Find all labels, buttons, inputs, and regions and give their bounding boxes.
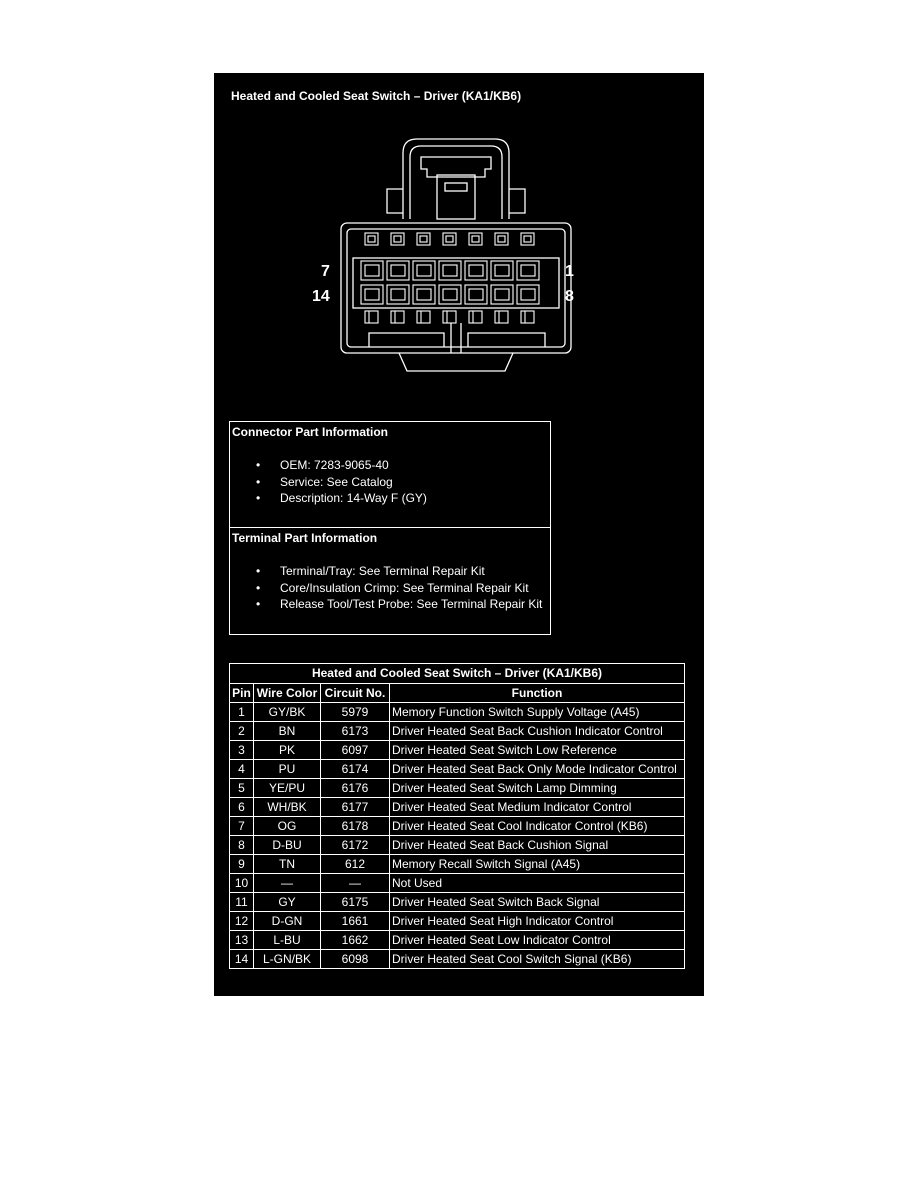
table-row bbox=[230, 874, 685, 893]
circuit-cell: 1662 bbox=[321, 931, 390, 950]
pinout-table bbox=[229, 663, 685, 969]
locking-tab bbox=[391, 233, 404, 245]
pin-cell: 12 bbox=[230, 912, 254, 931]
locking-tab bbox=[443, 233, 456, 245]
connector-cavity bbox=[491, 285, 513, 304]
connector-cavity bbox=[361, 285, 383, 304]
pin-label-7: 7 bbox=[321, 263, 330, 280]
function-cell: Memory Recall Switch Signal (A45) bbox=[390, 855, 685, 874]
pin-label-14: 14 bbox=[312, 288, 330, 305]
locking-tab bbox=[521, 311, 534, 323]
locking-tab bbox=[365, 311, 378, 323]
pin-cell: 8 bbox=[230, 836, 254, 855]
wire-color-cell: PU bbox=[254, 760, 321, 779]
table-row bbox=[230, 760, 685, 779]
locking-tab bbox=[365, 233, 378, 245]
circuit-cell: 6176 bbox=[321, 779, 390, 798]
pin-label-8: 8 bbox=[565, 288, 574, 305]
connector-cavity bbox=[517, 285, 539, 304]
function-cell: Not Used bbox=[390, 874, 685, 893]
table-caption: Heated and Cooled Seat Switch – Driver (KA1/KB6) bbox=[229, 663, 685, 683]
connector-cavities bbox=[361, 261, 539, 304]
function-cell: Driver Heated Seat Back Cushion Signal bbox=[390, 836, 685, 855]
circuit-cell: 6177 bbox=[321, 798, 390, 817]
table-row bbox=[230, 912, 685, 931]
header-wire-color: Wire Color bbox=[254, 684, 321, 703]
locking-tab bbox=[495, 311, 508, 323]
circuit-cell: 612 bbox=[321, 855, 390, 874]
connector-locking-tabs-bottom bbox=[365, 311, 534, 323]
terminal-info-title: Terminal Part Information bbox=[232, 531, 378, 545]
locking-tab bbox=[417, 233, 430, 245]
locking-tab bbox=[495, 233, 508, 245]
circuit-cell: 6174 bbox=[321, 760, 390, 779]
locking-tab bbox=[391, 311, 404, 323]
wire-color-cell: GY bbox=[254, 893, 321, 912]
terminal-info-list bbox=[256, 563, 542, 613]
page-title: Heated and Cooled Seat Switch – Driver (KA1/KB6) bbox=[231, 89, 522, 103]
function-cell: Driver Heated Seat Back Cushion Indicator Control bbox=[390, 722, 685, 741]
circuit-cell: 6172 bbox=[321, 836, 390, 855]
wire-color-cell: — bbox=[254, 874, 321, 893]
circuit-cell: — bbox=[321, 874, 390, 893]
connector-latch-outline bbox=[403, 139, 509, 219]
wire-color-cell: D-GN bbox=[254, 912, 321, 931]
circuit-cell: 6097 bbox=[321, 741, 390, 760]
wire-color-cell: TN bbox=[254, 855, 321, 874]
table-row bbox=[230, 703, 685, 722]
locking-tab bbox=[417, 311, 430, 323]
table-row bbox=[230, 950, 685, 969]
function-cell: Driver Heated Seat High Indicator Control bbox=[390, 912, 685, 931]
table-row bbox=[230, 931, 685, 950]
table-row bbox=[230, 893, 685, 912]
connector-cavity bbox=[413, 261, 435, 280]
pin-cell: 3 bbox=[230, 741, 254, 760]
pin-cell: 5 bbox=[230, 779, 254, 798]
locking-tab bbox=[443, 311, 456, 323]
pin-cell: 6 bbox=[230, 798, 254, 817]
pin-cell: 4 bbox=[230, 760, 254, 779]
pin-label-1: 1 bbox=[565, 263, 574, 280]
connector-cavity bbox=[413, 285, 435, 304]
connector-info-title: Connector Part Information bbox=[232, 425, 389, 439]
function-cell: Driver Heated Seat Cool Switch Signal (KB6) bbox=[390, 950, 685, 969]
connector-cavity bbox=[491, 261, 513, 280]
circuit-cell: 5979 bbox=[321, 703, 390, 722]
list-item: • OEM: 7283-9065-40 bbox=[256, 457, 427, 474]
wire-color-cell: D-BU bbox=[254, 836, 321, 855]
circuit-cell: 6178 bbox=[321, 817, 390, 836]
pin-cell: 13 bbox=[230, 931, 254, 950]
table-header-row bbox=[230, 684, 685, 703]
wire-color-cell: OG bbox=[254, 817, 321, 836]
pin-cell: 14 bbox=[230, 950, 254, 969]
table-row bbox=[230, 798, 685, 817]
wire-color-cell: WH/BK bbox=[254, 798, 321, 817]
pin-cell: 10 bbox=[230, 874, 254, 893]
function-cell: Driver Heated Seat Switch Lamp Dimming bbox=[390, 779, 685, 798]
connector-cavity bbox=[387, 285, 409, 304]
table-row bbox=[230, 722, 685, 741]
terminal-part-information bbox=[229, 528, 551, 635]
connector-face-diagram bbox=[309, 133, 609, 378]
locking-tab bbox=[521, 233, 534, 245]
list-item: • Service: See Catalog bbox=[256, 474, 427, 491]
connector-cavity bbox=[439, 285, 461, 304]
header-function: Function bbox=[390, 684, 685, 703]
list-item: • Description: 14-Way F (GY) bbox=[256, 490, 427, 507]
wire-color-cell: PK bbox=[254, 741, 321, 760]
wire-color-cell: BN bbox=[254, 722, 321, 741]
circuit-cell: 6173 bbox=[321, 722, 390, 741]
connector-cavity bbox=[439, 261, 461, 280]
wire-color-cell: GY/BK bbox=[254, 703, 321, 722]
circuit-cell: 1661 bbox=[321, 912, 390, 931]
connector-info-list bbox=[256, 457, 427, 507]
connector-cavity bbox=[517, 261, 539, 280]
function-cell: Driver Heated Seat Switch Low Reference bbox=[390, 741, 685, 760]
table-row bbox=[230, 855, 685, 874]
pin-cell: 2 bbox=[230, 722, 254, 741]
wire-color-cell: L-GN/BK bbox=[254, 950, 321, 969]
function-cell: Driver Heated Seat Low Indicator Control bbox=[390, 931, 685, 950]
table-row bbox=[230, 779, 685, 798]
function-cell: Driver Heated Seat Back Only Mode Indicator Control bbox=[390, 760, 685, 779]
function-cell: Driver Heated Seat Switch Back Signal bbox=[390, 893, 685, 912]
function-cell: Driver Heated Seat Cool Indicator Control (KB6) bbox=[390, 817, 685, 836]
list-item: • Core/Insulation Crimp: See Terminal Repair Kit bbox=[256, 580, 542, 597]
pin-cell: 1 bbox=[230, 703, 254, 722]
table-row bbox=[230, 836, 685, 855]
list-item: • Terminal/Tray: See Terminal Repair Kit bbox=[256, 563, 542, 580]
function-cell: Memory Function Switch Supply Voltage (A45) bbox=[390, 703, 685, 722]
connector-cavity bbox=[465, 261, 487, 280]
connector-cavity bbox=[387, 261, 409, 280]
locking-tab bbox=[469, 233, 482, 245]
circuit-cell: 6098 bbox=[321, 950, 390, 969]
header-pin: Pin bbox=[230, 684, 254, 703]
function-cell: Driver Heated Seat Medium Indicator Control bbox=[390, 798, 685, 817]
pin-cell: 7 bbox=[230, 817, 254, 836]
connector-cavity bbox=[465, 285, 487, 304]
wire-color-cell: YE/PU bbox=[254, 779, 321, 798]
header-circuit-no: Circuit No. bbox=[321, 684, 390, 703]
table-row bbox=[230, 817, 685, 836]
list-item: • Release Tool/Test Probe: See Terminal Repair Kit bbox=[256, 596, 542, 613]
table-row bbox=[230, 741, 685, 760]
document-panel bbox=[214, 73, 704, 996]
connector-cavity bbox=[361, 261, 383, 280]
wire-color-cell: L-BU bbox=[254, 931, 321, 950]
pin-cell: 9 bbox=[230, 855, 254, 874]
connector-locking-tabs-top bbox=[365, 233, 534, 245]
pin-cell: 11 bbox=[230, 893, 254, 912]
circuit-cell: 6175 bbox=[321, 893, 390, 912]
locking-tab bbox=[469, 311, 482, 323]
connector-part-information bbox=[229, 421, 551, 528]
